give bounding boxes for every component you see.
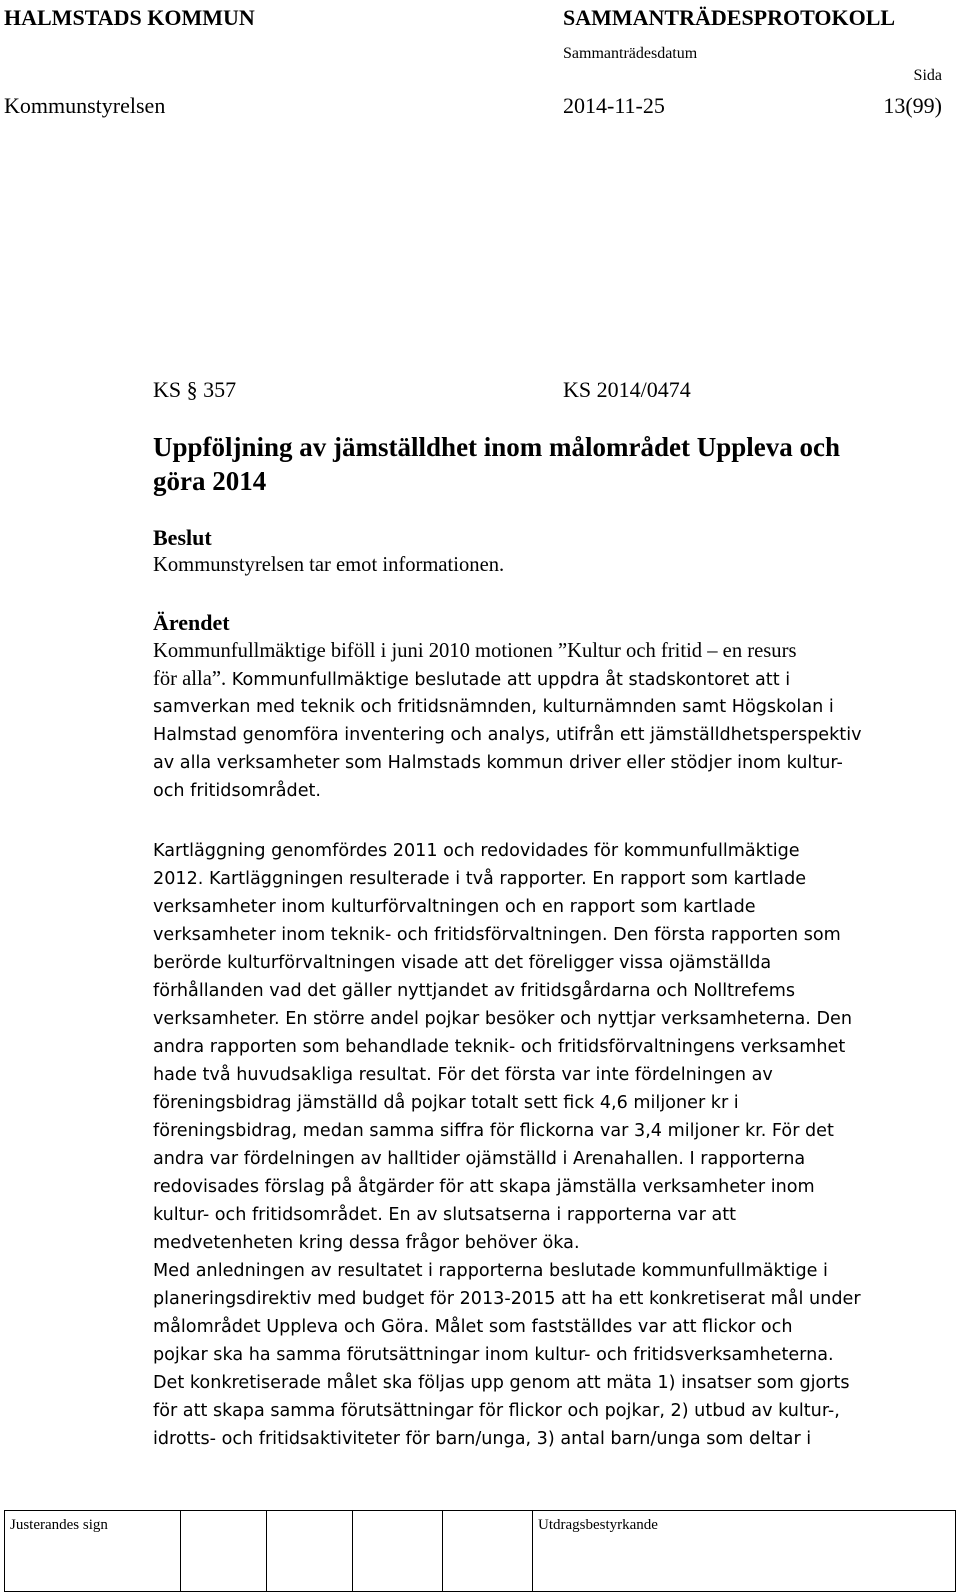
text-line: pojkar ska ha samma förutsättningar inom kultur- och fritidsverksamheterna. bbox=[153, 1345, 834, 1365]
signature-cell bbox=[181, 1511, 267, 1591]
text-line bbox=[153, 665, 943, 693]
text-line: medvetenheten kring dessa frågor behöver öka. bbox=[153, 1233, 580, 1253]
signature-cell bbox=[443, 1511, 533, 1591]
text-line: Det konkretiserade målet ska följas upp genom att mäta 1) insatser som gjorts bbox=[153, 1373, 850, 1393]
text-line: kultur- och fritidsområdet. En av slutsatserna i rapporterna var att bbox=[153, 1205, 737, 1225]
signature-cell bbox=[267, 1511, 353, 1591]
page-number: 13(99) bbox=[883, 93, 942, 118]
text-line: idrotts- och fritidsaktiviteter för barn/unga, 3) antal barn/unga som deltar i bbox=[153, 1429, 812, 1449]
case-paragraph: KS § 357 bbox=[153, 377, 237, 402]
document-title bbox=[153, 430, 913, 498]
text-line: föreningsbidrag jämställd då pojkar totalt sett fick 4,6 miljoner kr i bbox=[153, 1093, 739, 1113]
date-label: Sammanträdesdatum bbox=[563, 45, 698, 62]
diary-number: KS 2014/0474 bbox=[563, 377, 691, 402]
text-line: 2012. Kartläggningen resulterade i två rapporter. En rapport som kartlade bbox=[153, 869, 807, 889]
text-fragment: för alla”. bbox=[153, 668, 227, 690]
text-line: redovisades förslag på åtgärder för att skapa jämställa verksamheter inom bbox=[153, 1177, 815, 1197]
committee-name: Kommunstyrelsen bbox=[4, 93, 166, 118]
text-fragment: Kommunfullmäktige beslutade att uppdra åt stadskontoret att i bbox=[226, 670, 791, 690]
justerandes-sign-label: Justerandes sign bbox=[10, 1517, 108, 1533]
text-line: av alla verksamheter som Halmstads kommun driver eller stödjer inom kultur- bbox=[153, 753, 843, 773]
signature-cell-utdrag bbox=[533, 1511, 957, 1591]
meeting-date: 2014-11-25 bbox=[563, 93, 665, 118]
text-line: hade två huvudsakliga resultat. För det första var inte fördelningen av bbox=[153, 1065, 773, 1085]
page-label: Sida bbox=[913, 67, 942, 84]
text-line: Halmstad genomföra inventering och analys, utifrån ett jämställdhetsperspektiv bbox=[153, 725, 862, 745]
text-line: planeringsdirektiv med budget för 2013-2015 att ha ett konkretiserat mål under bbox=[153, 1289, 861, 1309]
utdragsbestyrkande-label: Utdragsbestyrkande bbox=[538, 1517, 658, 1533]
text-line: samverkan med teknik och fritidsnämnden, kulturnämnden samt Högskolan i bbox=[153, 697, 834, 717]
arendet-paragraph-1 bbox=[153, 693, 943, 805]
arendet-heading: Ärendet bbox=[153, 610, 230, 635]
title-line: Uppföljning av jämställdhet inom målområdet Uppleva och bbox=[153, 432, 841, 462]
document-type: SAMMANTRÄDESPROTOKOLL bbox=[563, 5, 896, 30]
text-line: förhållanden vad det gäller nyttjandet av fritidsgårdarna och Nolltrefems bbox=[153, 981, 795, 1001]
arendet-intro bbox=[153, 637, 943, 693]
text-line: föreningsbidrag, medan samma siffra för flickorna var 3,4 miljoner kr. För det bbox=[153, 1121, 834, 1141]
text-line: för att skapa samma förutsättningar för flickor och pojkar, 2) utbud av kultur-, bbox=[153, 1401, 840, 1421]
title-line: göra 2014 bbox=[153, 466, 267, 496]
text-line: verksamheter inom kulturförvaltningen och en rapport som kartlade bbox=[153, 897, 756, 917]
text-line: verksamheter inom teknik- och fritidsförvaltningen. Den första rapporten som bbox=[153, 925, 841, 945]
beslut-text: Kommunstyrelsen tar emot informationen. bbox=[153, 554, 505, 576]
text-line: och fritidsområdet. bbox=[153, 781, 322, 801]
text-line: andra rapporten som behandlade teknik- och fritidsförvaltningens verksamhet bbox=[153, 1037, 846, 1057]
text-line: Kommunfullmäktige biföll i juni 2010 motionen ”Kultur och fritid – en resurs bbox=[153, 640, 797, 662]
signature-cell bbox=[353, 1511, 443, 1591]
signature-cell-justerandes bbox=[5, 1511, 181, 1591]
organization-name: HALMSTADS KOMMUN bbox=[4, 5, 255, 30]
beslut-heading: Beslut bbox=[153, 525, 212, 550]
signature-table bbox=[4, 1510, 956, 1592]
text-line: Kartläggning genomfördes 2011 och redovidades för kommunfullmäktige bbox=[153, 841, 800, 861]
text-line: verksamheter. En större andel pojkar besöker och nyttjar verksamheterna. Den bbox=[153, 1009, 853, 1029]
text-line: Med anledningen av resultatet i rapporterna beslutade kommunfullmäktige i bbox=[153, 1261, 828, 1281]
text-line: målområdet Uppleva och Göra. Målet som fastställdes var att flickor och bbox=[153, 1317, 793, 1337]
arendet-paragraph-2 bbox=[153, 837, 943, 1453]
text-line: berörde kulturförvaltningen visade att det föreligger vissa ojämställda bbox=[153, 953, 772, 973]
text-line: andra var fördelningen av halltider ojämställd i Arenahallen. I rapporterna bbox=[153, 1149, 806, 1169]
